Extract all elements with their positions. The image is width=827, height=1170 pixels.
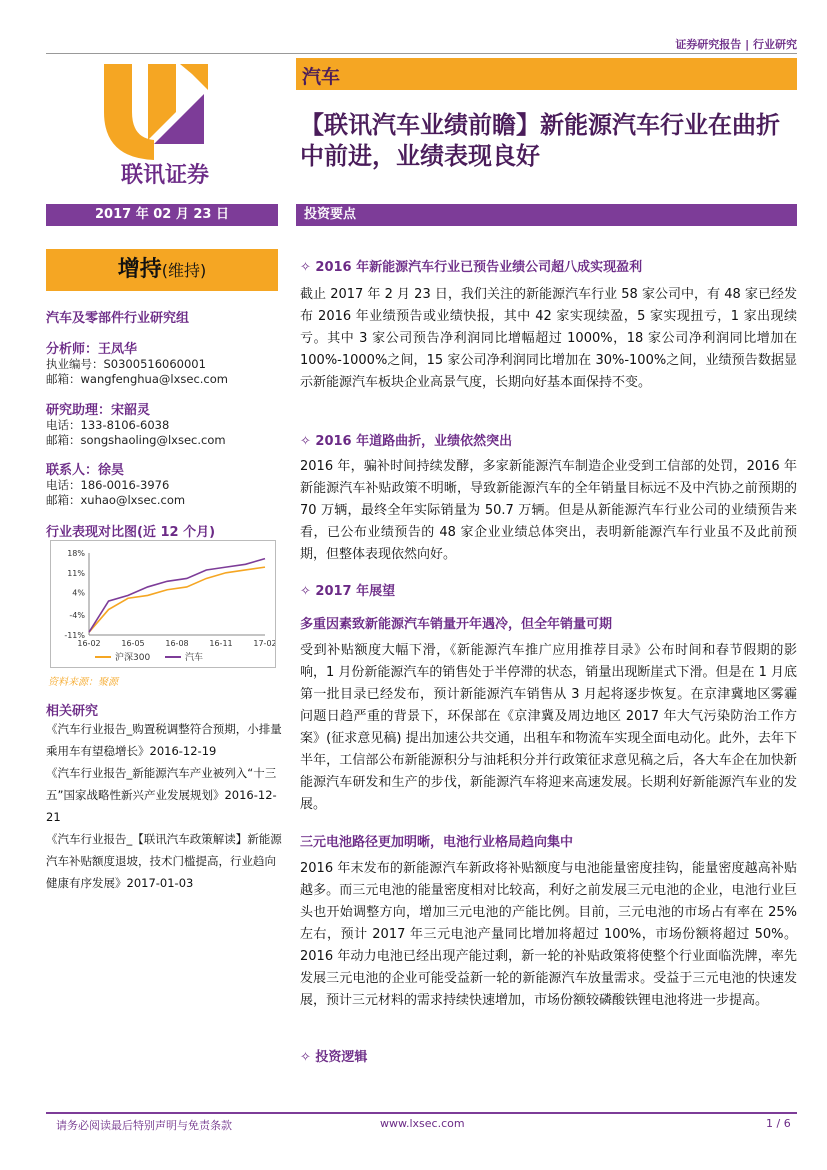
assistant-title: 研究助理：宋韶灵 bbox=[46, 403, 151, 418]
performance-chart bbox=[50, 540, 276, 668]
legend-label: 汽车 bbox=[185, 653, 204, 663]
footer-disclaimer[interactable]: 请务必阅读最后特别声明与免责条款 bbox=[56, 1119, 232, 1132]
rating-main: 增持 bbox=[117, 257, 162, 282]
x-tick-label: 16-08 bbox=[165, 639, 189, 648]
contact-phone: 电话：186-0016-3976 bbox=[46, 478, 170, 492]
chart-source: 资料来源：聚源 bbox=[48, 677, 118, 688]
legend-label: 沪深300 bbox=[115, 653, 151, 663]
y-tick-label: 4% bbox=[72, 588, 85, 598]
paragraph-sales: 受到补贴额度大幅下滑，《新能源汽车推广应用推荐目录》公布时间和春节假期的影响，1 月份新能源汽车的销售处于半停滞的状态，销量出现断崖式下滑。但是在 1 月底第一批目录已经发布，预计新能源汽车销售从 3 月起将逐步恢复。在京津冀地区雾霾问题日趋严重的背景下，环保部在《京津冀及周边地区 2017 年大气污染防治工作方案》(征求意见稿) 提出加速公共交通，出租车和物流车实现全面电动化。此外，去年下半年，工信部公布新能源积分与油耗积分并行政策征求意见稿之后，各大车企在加快新能源汽车研发和生产的步伐，新能源汽车将迎来高速发展。长期利好新能源汽车业的发展。 bbox=[300, 643, 797, 812]
y-tick-label: -4% bbox=[69, 611, 85, 621]
paragraph-battery: 2016 年末发布的新能源汽车新政将补贴额度与电池能量密度挂钩，能量密度越高补贴越多。而三元电池的能量密度相对比较高，利好之前发展三元电池的企业，电池行业巨头也开始调整方向，增加三元电池的产能比例。目前，三元电池的市场占有率在 25%左右，预计 2017 年三元电池产量同比增加将超过 100%，市场份额将超过 50%。2016 年动力电池已经出现产能过剩，新一轮的补贴政策将使整个行业面临洗牌，率先发展三元电池的企业可能受益新一轮的新能源汽车放量需求。受益于三元电池的快速发展，预计三元材料的需求持续快速增加，市场份额较磷酸铁锂电池将进一步提高。 bbox=[300, 861, 797, 1008]
x-tick-label: 17-02 bbox=[253, 639, 275, 648]
y-tick-label: 18% bbox=[67, 549, 85, 558]
footer-page: 1 / 6 bbox=[766, 1117, 791, 1130]
related-title: 相关研究 bbox=[46, 704, 99, 719]
y-tick-label: 11% bbox=[67, 568, 85, 578]
analyst-title: 分析师：王凤华 bbox=[46, 342, 138, 357]
related-item[interactable]: 《汽车行业报告_购置税调整符合预期，小排量乘用车有望稳增长》2016-12-19 bbox=[46, 722, 282, 758]
assistant-block bbox=[46, 399, 278, 448]
assistant-email[interactable]: 邮箱：songshaoling@lxsec.com bbox=[46, 433, 226, 447]
x-tick-label: 16-11 bbox=[209, 639, 233, 648]
analyst-cert: 执业编号：S0300516060001 bbox=[46, 357, 206, 371]
related-item[interactable]: 《汽车行业报告_新能源汽车产业被列入“十三五”国家战略性新兴产业发展规划》2016-12-21 bbox=[46, 766, 277, 824]
x-tick-label: 16-05 bbox=[121, 639, 145, 648]
rating-box bbox=[46, 249, 278, 291]
research-group: 汽车及零部件行业研究组 bbox=[46, 311, 190, 326]
paragraph-road: 2016 年，骗补时间持续发酵，多家新能源汽车制造企业受到工信部的处罚，2016 年新能源汽车补贴政策不明晰，导致新能源汽车的全年销量目标远不及中汽协之前预期的 70 万辆，最终全年实际销量为 50.7 万辆。但是从新能源汽车行业公司的业绩预告来看，已公布业绩预告的 48 家企业业绩总体突出，表明新能源汽车行业虽不及此前预期，但整体表现依然向好。 bbox=[300, 459, 797, 562]
section-title: 投资要点 bbox=[296, 204, 797, 226]
analyst-email[interactable]: 邮箱：wangfenghua@lxsec.com bbox=[46, 372, 228, 386]
heading-investment-logic: ✧ 投资逻辑 bbox=[300, 1050, 368, 1065]
footer-divider bbox=[46, 1112, 797, 1114]
subheading-battery: 三元电池路径更加明晰，电池行业格局趋向集中 bbox=[300, 835, 574, 850]
contact-block bbox=[46, 459, 278, 508]
x-tick-label: 16-02 bbox=[77, 639, 101, 648]
chart-title: 行业表现对比图(近 12 个月) bbox=[46, 525, 216, 540]
footer-website[interactable]: www.lxsec.com bbox=[380, 1117, 465, 1130]
report-date: 2017 年 02 月 23 日 bbox=[46, 204, 278, 226]
chart-svg bbox=[51, 541, 275, 667]
heading-2016-road: ✧ 2016 年道路曲折，业绩依然突出 bbox=[300, 434, 513, 449]
contact-email[interactable]: 邮箱：xuhao@lxsec.com bbox=[46, 493, 186, 507]
heading-2016-profit: ✧ 2016 年新能源汽车行业已预告业绩公司超八成实现盈利 bbox=[300, 260, 643, 275]
subheading-sales: 多重因素致新能源汽车销量开年遇冷，但全年销量可期 bbox=[300, 617, 613, 632]
related-item[interactable]: 《汽车行业报告_【联讯汽车政策解读】新能源汽车补贴额度退坡，技术门槛提高，行业趋向健康有序发展》2017-01-03 bbox=[46, 832, 282, 890]
rating-sub: (维持) bbox=[161, 261, 207, 280]
sector-banner bbox=[296, 58, 797, 90]
contact-title: 联系人：徐昊 bbox=[46, 463, 125, 478]
series-line bbox=[89, 559, 265, 633]
header-divider bbox=[46, 53, 797, 54]
assistant-phone: 电话：133-8106-6038 bbox=[46, 418, 170, 432]
logo-text: 联讯证券 bbox=[120, 163, 210, 188]
paragraph-profit: 截止 2017 年 2 月 23 日，我们关注的新能源汽车行业 58 家公司中，有 48 家已经发布 2016 年业绩预告或业绩快报，其中 42 家实现续盈，5 家实现扭亏，1 家出现续亏。其中 3 家公司预告净利润同比增幅超过 1000%，18 家公司净利润同比增加在 100%-1000%之间，15 家公司净利润同比增加在 30%-100%之间，业绩预告数据显示新能源汽车板块企业高景气度，长期向好基本面保持不变。 bbox=[300, 287, 797, 390]
analyst-block bbox=[46, 338, 278, 387]
sector-label: 汽车 bbox=[302, 66, 341, 88]
company-logo bbox=[92, 60, 238, 188]
report-tag: 证券研究报告 | 行业研究 bbox=[675, 38, 797, 51]
report-title: 【联讯汽车业绩前瞻】新能源汽车行业在曲折中前进，业绩表现良好 bbox=[300, 111, 780, 170]
y-tick-label: -11% bbox=[64, 631, 85, 640]
heading-2017-outlook: ✧ 2017 年展望 bbox=[300, 584, 396, 599]
